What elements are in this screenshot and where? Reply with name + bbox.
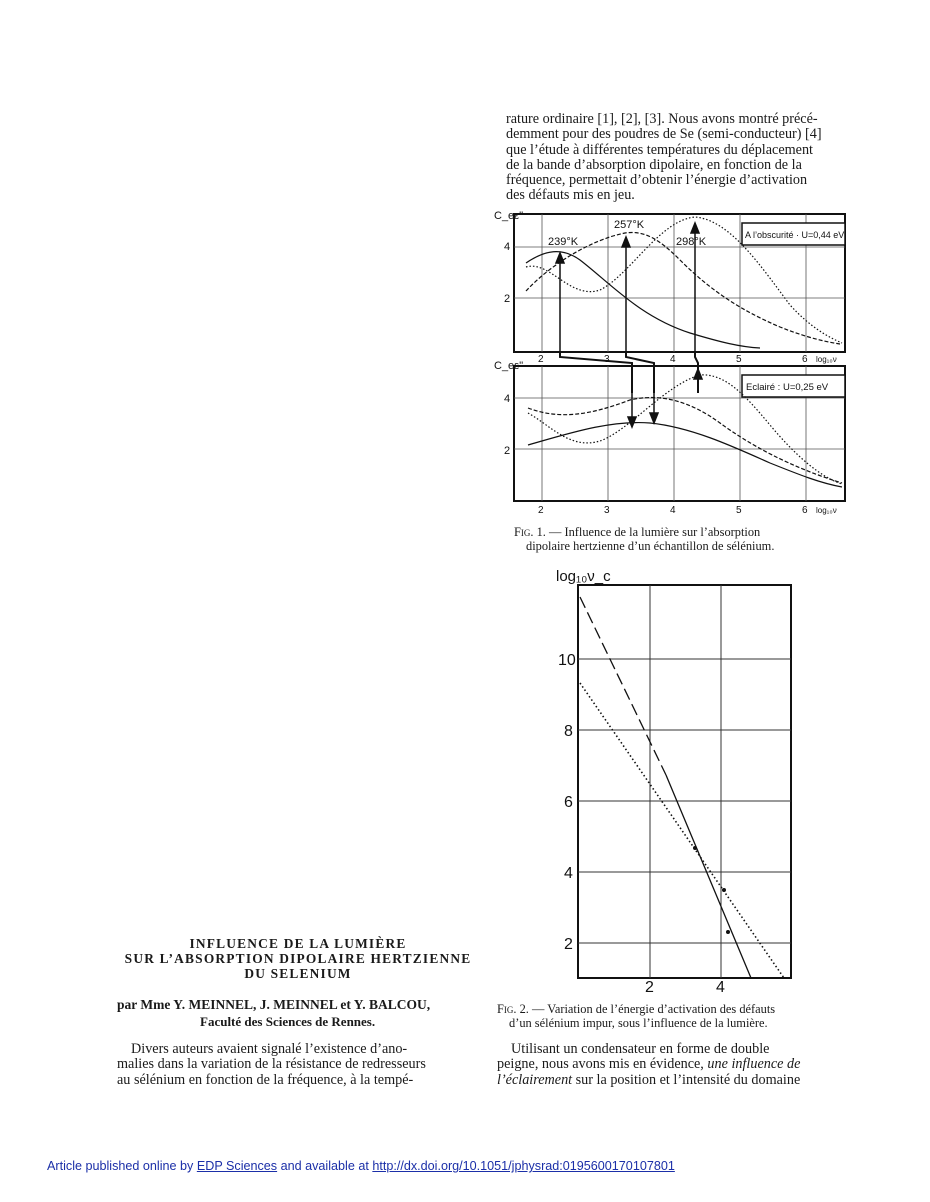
caption-text: — Variation de l’énergie d’activation des défauts: [528, 1002, 776, 1016]
fig1-bottom-ytick: 2: [504, 445, 511, 457]
fig1-bottom-curve-257K: [528, 398, 842, 483]
text-line: demment pour des poudres de Se (semi-conducteur) [4]: [506, 126, 822, 143]
affiliation: Faculté des Sciences de Rennes.: [200, 1014, 376, 1029]
svg-text:8: 8: [564, 723, 573, 740]
svg-text:2: 2: [564, 936, 573, 953]
figure-1-caption: [514, 526, 850, 553]
fig2-solid-line: [666, 775, 751, 978]
figure-1: [490, 205, 852, 520]
fig2-points: [693, 846, 730, 934]
svg-text:4: 4: [670, 505, 676, 516]
caption-text: — Influence de la lumière sur l’absorption: [545, 525, 761, 539]
right-top-paragraph: [506, 112, 850, 204]
fig1-temp-label: 239°K: [548, 236, 579, 248]
fig1-top-curve-257K: [526, 232, 840, 344]
footer-middle: and available at: [277, 1159, 373, 1173]
fig1-bottom-curve-239K: [528, 423, 842, 487]
text-line: que l’étude à différentes températures du déplacement: [506, 141, 813, 158]
fig1-temp-label: 298°K: [676, 236, 707, 248]
title-line: DU SELENIUM: [244, 966, 352, 981]
text-span: une influence de: [707, 1056, 801, 1073]
fig1-bottom-ytick: 4: [504, 393, 511, 405]
svg-text:2: 2: [645, 979, 654, 995]
fig2-ylabel: log₁₀ν_c: [556, 568, 611, 585]
svg-text:2: 2: [538, 354, 544, 365]
fig1-bottom-xlabel: log₁₀ν: [816, 506, 837, 515]
caption-label: Fig. 1.: [514, 525, 546, 539]
text-line: malies dans la variation de la résistance de redresseurs: [117, 1056, 426, 1073]
text-line: rature ordinaire [1], [2], [3]. Nous avons montré précé-: [506, 111, 818, 127]
svg-text:3: 3: [604, 354, 610, 365]
svg-text:5: 5: [736, 505, 742, 516]
fig1-top-curve-239K: [526, 252, 760, 348]
fig1-temp-label: 257°K: [614, 219, 645, 231]
text-line: de la bande d’absorption dipolaire, en fonction de la: [506, 156, 802, 173]
publisher-link[interactable]: EDP Sciences: [196, 1159, 278, 1173]
text-span: sur la position et l’intensité du domaine: [572, 1071, 801, 1088]
svg-text:6: 6: [802, 505, 808, 516]
fig1-top-ylabel: C_eε'': [494, 210, 524, 222]
fig2-xticks: [645, 979, 725, 995]
svg-text:10: 10: [558, 652, 576, 669]
fig1-bottom-legend: Eclairé : U=0,25 eV: [746, 382, 829, 393]
text-line: au sélénium en fonction de la fréquence, à la tempé-: [117, 1071, 414, 1088]
fig2-frame: [578, 585, 791, 978]
fig2-yticks: [558, 652, 576, 953]
fig1-top-xlabel: log₁₀ν: [816, 355, 837, 364]
svg-text:3: 3: [604, 505, 610, 516]
text-line: fréquence, permettait d’obtenir l’énergie d’activation: [506, 172, 808, 189]
svg-text:6: 6: [802, 354, 808, 365]
fig1-top-legend: A l’obscurité · U=0,44 eV: [745, 230, 845, 240]
text-span: peigne, nous avons mis en évidence,: [497, 1056, 708, 1073]
fig1-top-ytick: 2: [504, 293, 511, 305]
fig2-dotted-line: [580, 683, 784, 978]
authors: par Mme Y. MEINNEL, J. MEINNEL et Y. BALCOU,: [117, 997, 431, 1012]
svg-text:5: 5: [736, 354, 742, 365]
text-line: Utilisant un condensateur en forme de double: [511, 1041, 770, 1057]
footer: [47, 1159, 675, 1173]
fig1-bottom-xticks: [538, 505, 808, 516]
title-line: INFLUENCE DE LA LUMIÈRE: [189, 936, 407, 951]
article-title: [110, 936, 486, 981]
svg-text:4: 4: [564, 865, 573, 882]
caption-text: dipolaire hertzienne d’un échantillon de sélénium.: [526, 538, 775, 553]
text-span: l’éclairement: [497, 1071, 573, 1088]
text-line: des défauts mis en jeu.: [506, 187, 635, 204]
left-paragraph: [117, 1042, 476, 1088]
title-line: SUR L’ABSORPTION DIPOLAIRE HERTZIENNE: [124, 951, 472, 966]
footer-prefix: Article published online by: [47, 1159, 197, 1173]
svg-text:4: 4: [716, 979, 725, 995]
fig1-top-ytick: 4: [504, 241, 511, 253]
figure-2: [548, 565, 808, 995]
right-bottom-paragraph: [497, 1042, 853, 1088]
svg-text:4: 4: [670, 354, 676, 365]
fig2-grid: [578, 585, 791, 978]
fig1-connectors: [560, 352, 698, 393]
doi-link[interactable]: http://dx.doi.org/10.1051/jphysrad:0195600170107801: [372, 1159, 675, 1173]
svg-text:2: 2: [538, 505, 544, 516]
figure-2-caption: [497, 1003, 853, 1030]
fig1-bottom-ylabel: C_eε'': [494, 360, 524, 372]
svg-text:6: 6: [564, 794, 573, 811]
fig2-dashed-line: [580, 597, 666, 775]
caption-label: Fig. 2.: [497, 1002, 529, 1016]
caption-text: d’un sélénium impur, sous l’influence de la lumière.: [509, 1015, 768, 1030]
text-line: Divers auteurs avaient signalé l’existence d’ano-: [131, 1041, 408, 1057]
